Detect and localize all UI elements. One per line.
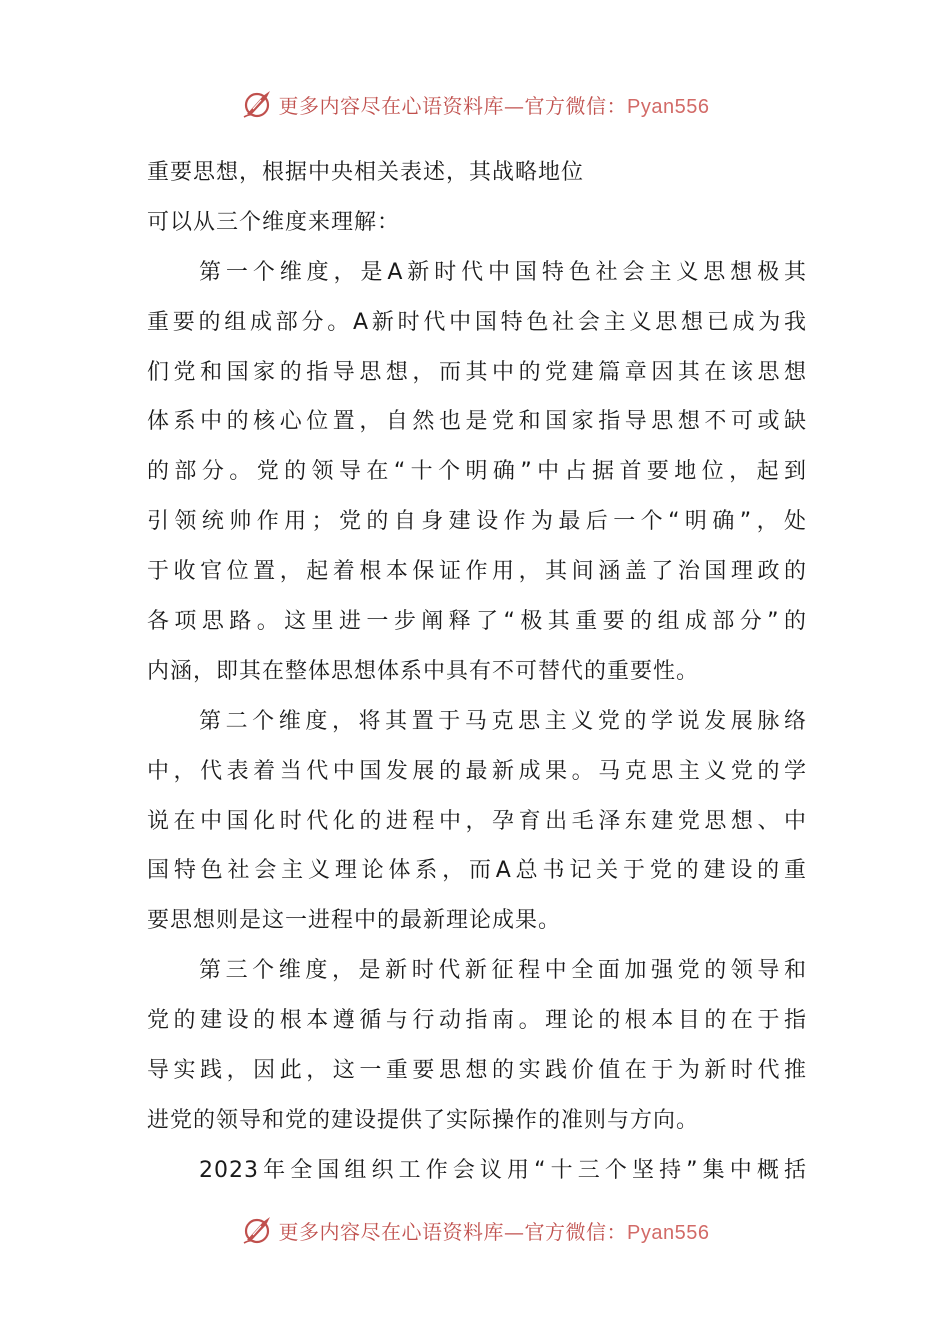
text-line: 党的建设的根本遵循与行动指南。理论的根本目的在于指 — [147, 1008, 807, 1034]
text-line: 于收官位置，起着根本保证作用，其间涵盖了治国理政的 — [147, 559, 807, 585]
body-text — [147, 148, 807, 1196]
header-watermark — [0, 84, 950, 124]
text-line: 重要的组成部分。A新时代中国特色社会主义思想已成为我 — [147, 309, 807, 335]
text-line: 进党的领导和党的建设提供了实际操作的准则与方向。 — [147, 1107, 700, 1133]
text-line: 导实践，因此，这一重要思想的实践价值在于为新时代推 — [147, 1058, 807, 1084]
text-line: 体系中的核心位置，自然也是党和国家指导思想不可或缺 — [147, 409, 807, 435]
text-line: 中，代表着当代中国发展的最新成果。马克思主义党的学 — [147, 758, 807, 784]
text-line: 要思想则是这一进程中的最新理论成果。 — [147, 908, 562, 934]
text-line: 第二个维度，将其置于马克思主义党的学说发展脉络 — [199, 708, 807, 734]
text-line: 内涵，即其在整体思想体系中具有不可替代的重要性。 — [147, 658, 700, 684]
text-line: 2023年全国组织工作会议用“十三个坚持”集中概括 — [199, 1157, 807, 1183]
quill-logo-icon — [241, 1213, 275, 1247]
watermark-text: 更多内容尽在心语资料库—官方微信：Pyan556 — [278, 93, 710, 118]
footer-watermark — [0, 1210, 950, 1250]
text-line: 引领统帅作用；党的自身建设作为最后一个“明确”，处 — [147, 509, 807, 535]
text-line: 的部分。党的领导在“十个明确”中占据首要地位，起到 — [147, 459, 807, 485]
text-line: 第一个维度，是A新时代中国特色社会主义思想极其 — [199, 259, 807, 285]
text-line: 国特色社会主义理论体系，而A总书记关于党的建设的重 — [147, 858, 807, 884]
text-line: 第三个维度，是新时代新征程中全面加强党的领导和 — [199, 958, 807, 984]
text-line: 说在中国化时代化的进程中，孕育出毛泽东建党思想、中 — [147, 808, 807, 834]
watermark-text: 更多内容尽在心语资料库—官方微信：Pyan556 — [278, 1219, 710, 1244]
text-line: 们党和国家的指导思想，而其中的党建篇章因其在该思想 — [147, 359, 807, 385]
text-line: 各项思路。这里进一步阐释了“极其重要的组成部分”的 — [147, 609, 807, 635]
quill-logo-icon — [241, 87, 275, 121]
text-line: 重要思想，根据中央相关表述，其战略地位 — [147, 160, 585, 185]
text-line: 可以从三个维度来理解： — [147, 209, 401, 235]
